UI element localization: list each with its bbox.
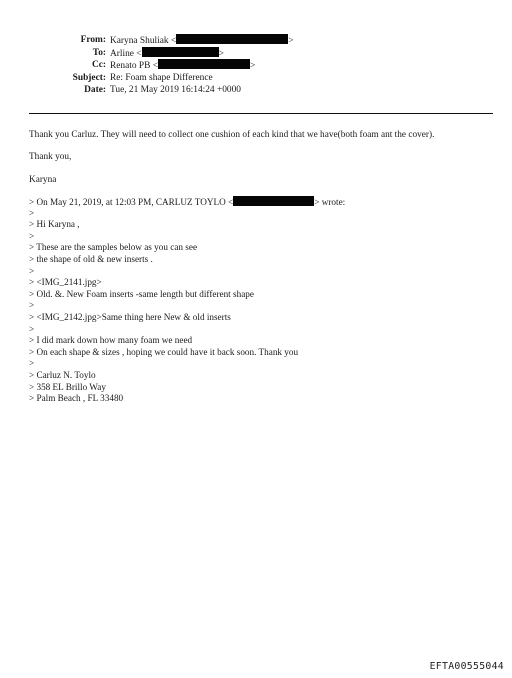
cc-row bbox=[0, 59, 512, 72]
quote-line: > the shape of old & new inserts . bbox=[29, 253, 153, 264]
reply-line-1: Thank you Carluz. They will need to collect one cushion of each kind that we have(both foam ant the cover). bbox=[29, 130, 435, 140]
quote-line: > Old. &. New Foam inserts -same length but different shape bbox=[29, 288, 254, 299]
from-value bbox=[110, 34, 294, 48]
sender-email-redaction bbox=[233, 196, 314, 206]
quote-line: > These are the samples below as you can see bbox=[29, 242, 198, 253]
date-row bbox=[0, 84, 512, 97]
to-row bbox=[0, 47, 512, 60]
quote-line: > I did mark down how many foam we need bbox=[29, 335, 193, 346]
quote-line: > Hi Karyna , bbox=[29, 219, 80, 230]
quote-line: > <IMG_2142.jpg>Same thing here New & old inserts bbox=[29, 311, 231, 322]
document-id: EFTA00555044 bbox=[429, 661, 504, 672]
from-label: From: bbox=[80, 35, 106, 45]
quote-intro bbox=[29, 196, 499, 208]
quote-line: > bbox=[29, 358, 35, 369]
to-close: > bbox=[218, 48, 224, 59]
to-value bbox=[110, 47, 224, 61]
quote-intro-text: > On May 21, 2019, at 12:03 PM, CARLUZ TOYLO < bbox=[29, 197, 234, 207]
quote-line: > bbox=[29, 300, 35, 311]
reply-line-2: Thank you, bbox=[29, 152, 72, 162]
from-close: > bbox=[288, 36, 294, 46]
quote-line: > On each shape & sizes , hoping we could have it back soon. Thank you bbox=[29, 346, 299, 357]
to-email-redaction bbox=[142, 47, 219, 57]
cc-name: Renato PB < bbox=[110, 61, 158, 72]
quote-intro-wrote: > wrote: bbox=[314, 197, 346, 207]
cc-email-redaction bbox=[158, 59, 250, 69]
quote-line: > bbox=[29, 323, 35, 334]
quote-line: > Carluz N. Toylo bbox=[29, 369, 96, 380]
subject-label: Subject: bbox=[72, 72, 106, 83]
from-row bbox=[0, 34, 512, 47]
quote-line: > bbox=[29, 230, 35, 241]
to-label: To: bbox=[92, 47, 106, 58]
from-email-redaction bbox=[176, 34, 288, 44]
quote-line: > Palm Beach , FL 33480 bbox=[29, 393, 124, 404]
quoted-message bbox=[29, 196, 499, 405]
quote-line: > bbox=[29, 265, 35, 276]
from-name: Karyna Shuliak < bbox=[110, 36, 177, 46]
quote-line: > <IMG_2141.jpg> bbox=[29, 277, 102, 288]
subject-value: Re: Foam shape Difference bbox=[110, 72, 213, 83]
quote-lines bbox=[29, 208, 499, 405]
subject-row bbox=[0, 72, 512, 85]
email-header bbox=[0, 34, 512, 97]
cc-label: Cc: bbox=[91, 60, 106, 71]
quote-line: > 358 EL Brillo Way bbox=[29, 381, 106, 392]
cc-close: > bbox=[250, 61, 256, 72]
date-value: Tue, 21 May 2019 16:14:24 +0000 bbox=[110, 85, 241, 96]
reply-signature: Karyna bbox=[29, 175, 57, 185]
header-divider bbox=[29, 113, 493, 114]
cc-value bbox=[110, 59, 255, 73]
quote-line: > bbox=[29, 207, 35, 218]
to-name: Arline < bbox=[110, 48, 142, 59]
date-label: Date: bbox=[84, 85, 106, 96]
